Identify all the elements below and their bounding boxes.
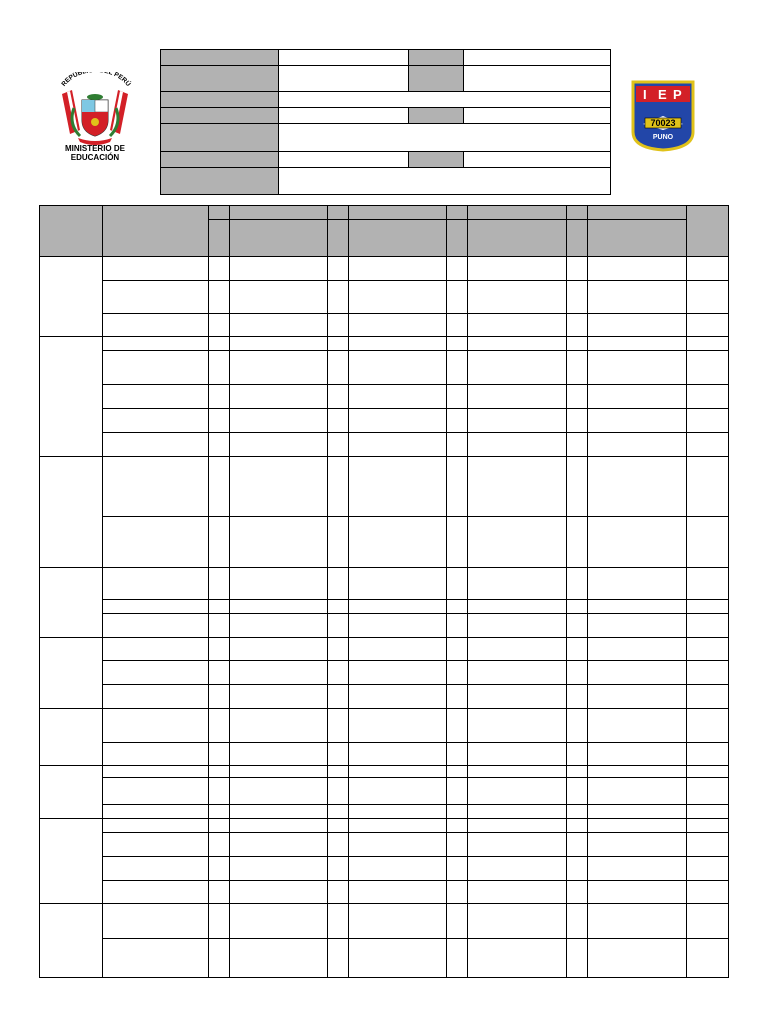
group-divider [40,765,729,766]
badge-number: 70023 [650,118,676,128]
column-divider [348,206,349,978]
header-label-cell [409,108,464,124]
row-divider [102,684,729,685]
row-divider [102,384,729,385]
group-divider [40,708,729,709]
group-divider [40,637,729,638]
header-value-cell[interactable] [279,108,409,124]
header-label-cell [409,66,464,92]
school-badge-icon [631,80,695,152]
arc-text: REPÚB L PERÚ [60,72,132,88]
column-divider [208,206,209,978]
column-divider [229,206,230,978]
row-divider [102,599,729,600]
column-divider [446,206,447,978]
school-logo [631,80,695,152]
badge-letter: E [658,87,667,102]
header-label-cell [161,66,279,92]
badge-letter: P [673,87,682,102]
header-value-cell[interactable] [279,50,409,66]
assessment-grid [39,205,729,978]
header-value-cell[interactable] [279,152,409,168]
row-divider [102,880,729,881]
header-period-divider [566,206,567,219]
group-divider [40,903,729,904]
header-value-cell[interactable] [279,168,611,195]
row-divider [102,804,729,805]
header-value-cell[interactable] [279,66,409,92]
badge-city: PUNO [652,134,674,141]
header-value-cell[interactable] [464,50,611,66]
svg-text:REPÚBLICA DEL PERÚ [60,72,133,88]
column-divider [102,206,103,978]
header-label-cell [161,124,279,152]
header-value-cell[interactable] [279,92,611,108]
ministry-caption: MINISTERIO DE EDUCACIÓN [64,144,125,162]
column-divider [327,206,328,978]
row-divider [102,938,729,939]
column-divider [686,206,687,978]
row-divider [102,777,729,778]
table-header-background [40,206,729,256]
group-divider [40,567,729,568]
header-period-divider [446,206,447,219]
row-divider [102,832,729,833]
row-divider [102,350,729,351]
header-value-cell[interactable] [464,108,611,124]
header-info-table [160,49,611,195]
header-label-cell [161,168,279,195]
row-divider [102,313,729,314]
row-divider [102,613,729,614]
row-divider [102,742,729,743]
column-divider [467,206,468,978]
row-divider [102,856,729,857]
row-divider [102,516,729,517]
group-divider [40,456,729,457]
header-label-cell [161,152,279,168]
header-bottom-line [40,256,729,257]
row-divider [102,280,729,281]
header-split-line [208,219,686,220]
header-value-cell[interactable] [279,124,611,152]
row-divider [102,660,729,661]
group-divider [40,818,729,819]
column-divider [587,206,588,978]
ministry-logo [40,72,150,162]
group-divider [40,336,729,337]
header-label-cell [161,50,279,66]
header-label-cell [409,152,464,168]
header-label-cell [161,108,279,124]
column-divider [566,206,567,978]
header-value-cell[interactable] [464,66,611,92]
row-divider [102,408,729,409]
badge-letter: I [643,87,647,102]
header-period-divider [327,206,328,219]
header-label-cell [409,50,464,66]
row-divider [102,432,729,433]
header-label-cell [161,92,279,108]
header-value-cell[interactable] [464,152,611,168]
